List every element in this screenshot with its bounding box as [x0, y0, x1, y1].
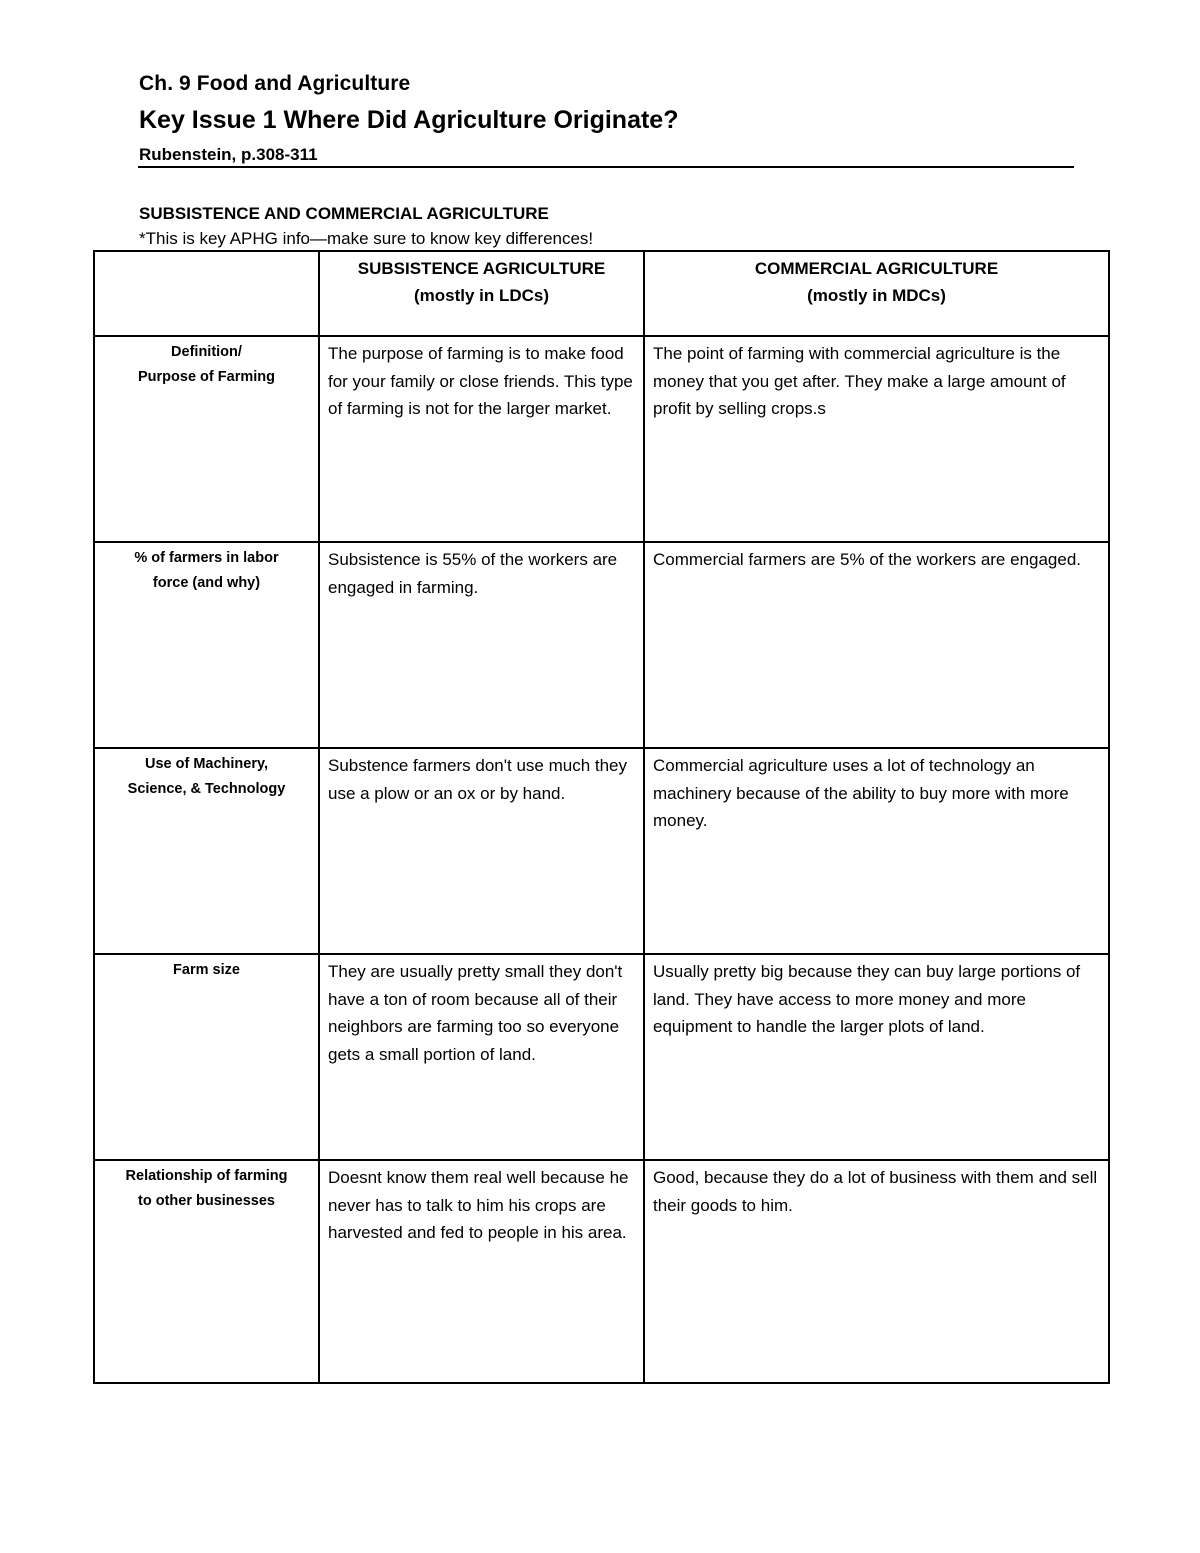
- row-label-line: to other businesses: [138, 1193, 275, 1209]
- table-row: [94, 954, 1109, 1160]
- column-subtitle: (mostly in LDCs): [413, 286, 550, 305]
- subsistence-cell: The purpose of farming is to make food for your family or close friends. This type of farming is not for the larger market.: [319, 336, 644, 542]
- section-heading: SUBSISTENCE AND COMMERCIAL AGRICULTURE: [139, 204, 549, 223]
- row-label-line: Relationship of farming: [125, 1168, 288, 1184]
- subsistence-cell: Substence farmers don't use much they use a plow or an ox or by hand.: [319, 748, 644, 954]
- row-label-line: Farm size: [173, 962, 240, 978]
- row-label-line: Purpose of Farming: [138, 369, 275, 385]
- comparison-table: [93, 250, 1110, 1384]
- row-label: [94, 1160, 319, 1383]
- column-title: SUBSISTENCE AGRICULTURE: [357, 259, 606, 278]
- column-title: COMMERCIAL AGRICULTURE: [754, 259, 999, 278]
- chapter-title: Ch. 9 Food and Agriculture: [139, 72, 411, 95]
- source-reference: Rubenstein, p.308-311: [139, 145, 318, 164]
- row-label: [94, 954, 319, 1160]
- subsistence-cell: They are usually pretty small they don't have a ton of room because all of their neighbors are farming too so everyone gets a small portion of land.: [319, 954, 644, 1160]
- row-label: [94, 748, 319, 954]
- commercial-cell: Good, because they do a lot of business with them and sell their goods to him.: [644, 1160, 1109, 1383]
- row-label-line: % of farmers in labor: [134, 550, 279, 566]
- commercial-cell: Commercial agriculture uses a lot of technology an machinery because of the ability to buy more with more money.: [644, 748, 1109, 954]
- commercial-cell: Commercial farmers are 5% of the workers are engaged.: [644, 542, 1109, 748]
- subsistence-column-header: [319, 251, 644, 336]
- table-row: [94, 1160, 1109, 1383]
- empty-corner-cell: [94, 251, 319, 336]
- subsistence-cell: Subsistence is 55% of the workers are engaged in farming.: [319, 542, 644, 748]
- column-subtitle: (mostly in MDCs): [807, 286, 946, 305]
- key-issue-title: Key Issue 1 Where Did Agriculture Originate?: [139, 106, 679, 134]
- row-label-line: Use of Machinery,: [144, 756, 269, 772]
- section-note: *This is key APHG info—make sure to know key differences!: [139, 229, 594, 248]
- header-divider: [138, 166, 1074, 168]
- table-header-row: [94, 251, 1109, 336]
- commercial-column-header: [644, 251, 1109, 336]
- commercial-cell: The point of farming with commercial agriculture is the money that you get after. They make a large amount of profit by selling crops.s: [644, 336, 1109, 542]
- commercial-cell: Usually pretty big because they can buy large portions of land. They have access to more money and more equipment to handle the larger plots of land.: [644, 954, 1109, 1160]
- table-row: [94, 336, 1109, 542]
- row-label: [94, 336, 319, 542]
- subsistence-cell: Doesnt know them real well because he never has to talk to him his crops are harvested and fed to people in his area.: [319, 1160, 644, 1383]
- row-label-line: Science, & Technology: [127, 781, 286, 797]
- row-label-line: Definition/: [171, 344, 242, 360]
- table-row: [94, 542, 1109, 748]
- row-label: [94, 542, 319, 748]
- table-row: [94, 748, 1109, 954]
- row-label-line: force (and why): [152, 575, 261, 591]
